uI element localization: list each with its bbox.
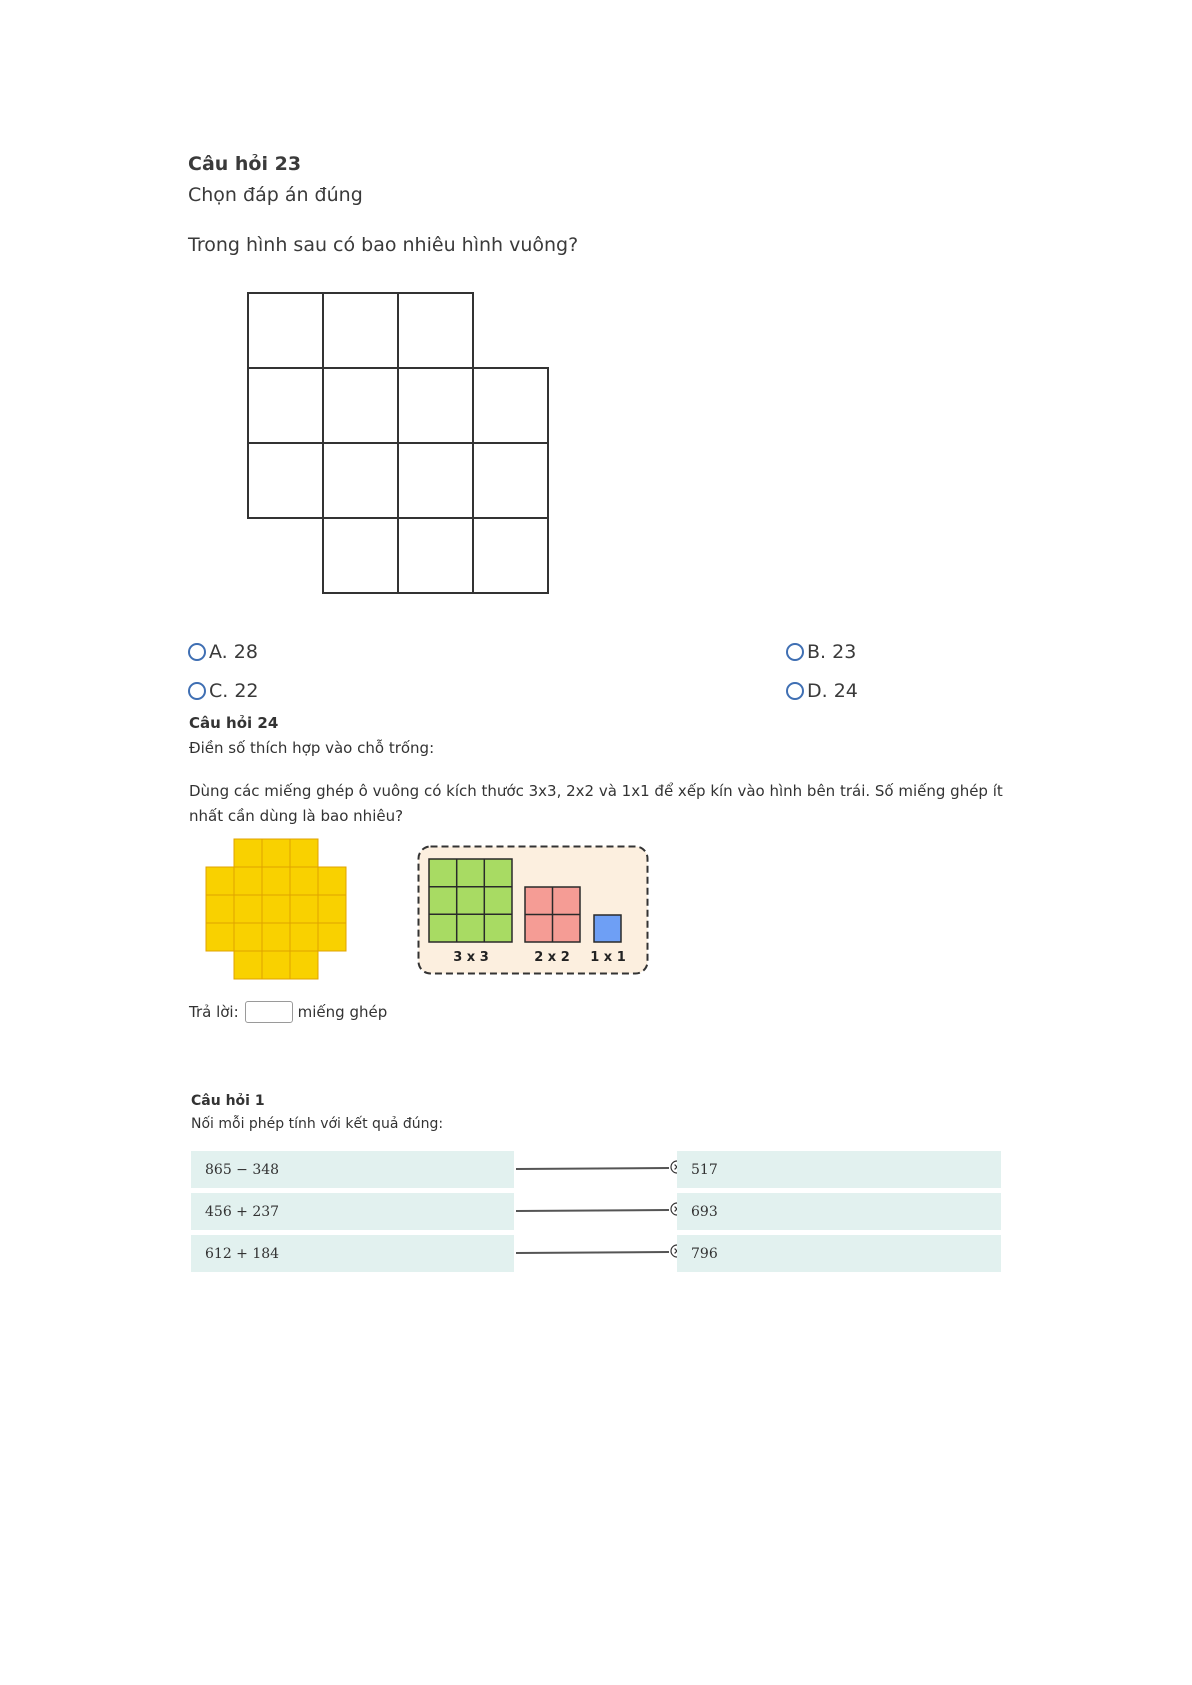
yellow-cell (262, 867, 290, 895)
yellow-cell (318, 923, 346, 951)
option-a[interactable] (188, 641, 258, 663)
match-right-item[interactable] (677, 1235, 1001, 1272)
yellow-cell (206, 923, 234, 951)
match-connector (514, 1193, 677, 1230)
answer-prefix: Trả lời: (189, 1003, 239, 1021)
yellow-cell (290, 895, 318, 923)
grid-cell (398, 443, 473, 518)
grid-cell (473, 518, 548, 593)
question-24-instruction: Điền số thích hợp vào chỗ trống: (189, 739, 435, 757)
yellow-cell (234, 951, 262, 979)
yellow-cell (262, 839, 290, 867)
radio-icon[interactable] (188, 682, 206, 700)
question-24-prompt: Dùng các miếng ghép ô vuông có kích thước 3x3, 2x2 và 1x1 để xếp kín vào hình bên trái. Số miếng ghép ít nhất cần dùng là bao nhiêu? (189, 782, 1003, 825)
grid-cell (323, 518, 398, 593)
match-connector (514, 1151, 677, 1188)
match-right-item[interactable] (677, 1193, 1001, 1230)
option-d-label: D. 24 (807, 680, 858, 702)
yellow-cell (234, 839, 262, 867)
yellow-cell (290, 951, 318, 979)
grid-cell (398, 368, 473, 443)
yellow-cell (290, 867, 318, 895)
match-right-text: 517 (691, 1161, 718, 1178)
grid-cell (248, 368, 323, 443)
piece-2x2-label: 2 x 2 (534, 950, 570, 965)
piece-3x3 (429, 859, 512, 942)
yellow-cell (234, 923, 262, 951)
yellow-cell (262, 923, 290, 951)
yellow-cross-figure (205, 838, 347, 980)
grid-cell (248, 443, 323, 518)
piece-1x1-label: 1 x 1 (590, 950, 626, 965)
answer-input[interactable] (245, 1001, 293, 1023)
yellow-cell (262, 951, 290, 979)
question-24-title: Câu hỏi 24 (189, 714, 279, 732)
radio-icon[interactable] (188, 643, 206, 661)
question-23-instruction: Chọn đáp án đúng (188, 184, 363, 206)
question-23-title: Câu hỏi 23 (188, 153, 302, 175)
grid-cell (323, 293, 398, 368)
match-left-item[interactable] (191, 1193, 514, 1230)
piece-1x1 (594, 915, 621, 942)
grid-cell (473, 443, 548, 518)
grid-cell (248, 293, 323, 368)
radio-icon[interactable] (786, 682, 804, 700)
squares-grid-figure (246, 291, 552, 597)
match-left-text: 456 + 237 (205, 1203, 280, 1220)
match-connector (514, 1235, 677, 1272)
yellow-cell (318, 867, 346, 895)
grid-cell (323, 368, 398, 443)
match-left-item[interactable] (191, 1235, 514, 1272)
grid-cell (398, 518, 473, 593)
yellow-cell (234, 895, 262, 923)
yellow-cell (290, 839, 318, 867)
option-b-label: B. 23 (807, 641, 857, 663)
answer-suffix: miếng ghép (297, 1003, 388, 1021)
question-23-prompt: Trong hình sau có bao nhiêu hình vuông? (188, 234, 579, 256)
yellow-cell (206, 895, 234, 923)
option-a-label: A. 28 (209, 641, 258, 663)
match-right-item[interactable] (677, 1151, 1001, 1188)
grid-cell (398, 293, 473, 368)
match-right-text: 796 (691, 1245, 718, 1262)
option-c-label: C. 22 (209, 680, 259, 702)
match-left-text: 612 + 184 (205, 1245, 280, 1262)
grid-cell (323, 443, 398, 518)
yellow-cell (206, 867, 234, 895)
question-1-title: Câu hỏi 1 (191, 1093, 265, 1109)
yellow-cell (234, 867, 262, 895)
option-c[interactable] (188, 680, 259, 702)
piece-3x3-label: 3 x 3 (453, 950, 489, 965)
tile-pieces-panel (417, 845, 649, 975)
question-1-instruction: Nối mỗi phép tính với kết quả đúng: (191, 1116, 444, 1132)
option-b[interactable] (786, 641, 856, 663)
match-right-text: 693 (691, 1203, 718, 1220)
answer-row (189, 1001, 387, 1023)
grid-cell (473, 368, 548, 443)
yellow-cell (262, 895, 290, 923)
yellow-cell (290, 923, 318, 951)
piece-2x2 (525, 887, 580, 942)
radio-icon[interactable] (786, 643, 804, 661)
match-left-text: 865 − 348 (205, 1161, 280, 1178)
yellow-cell (318, 895, 346, 923)
option-d[interactable] (786, 680, 858, 702)
match-left-item[interactable] (191, 1151, 514, 1188)
